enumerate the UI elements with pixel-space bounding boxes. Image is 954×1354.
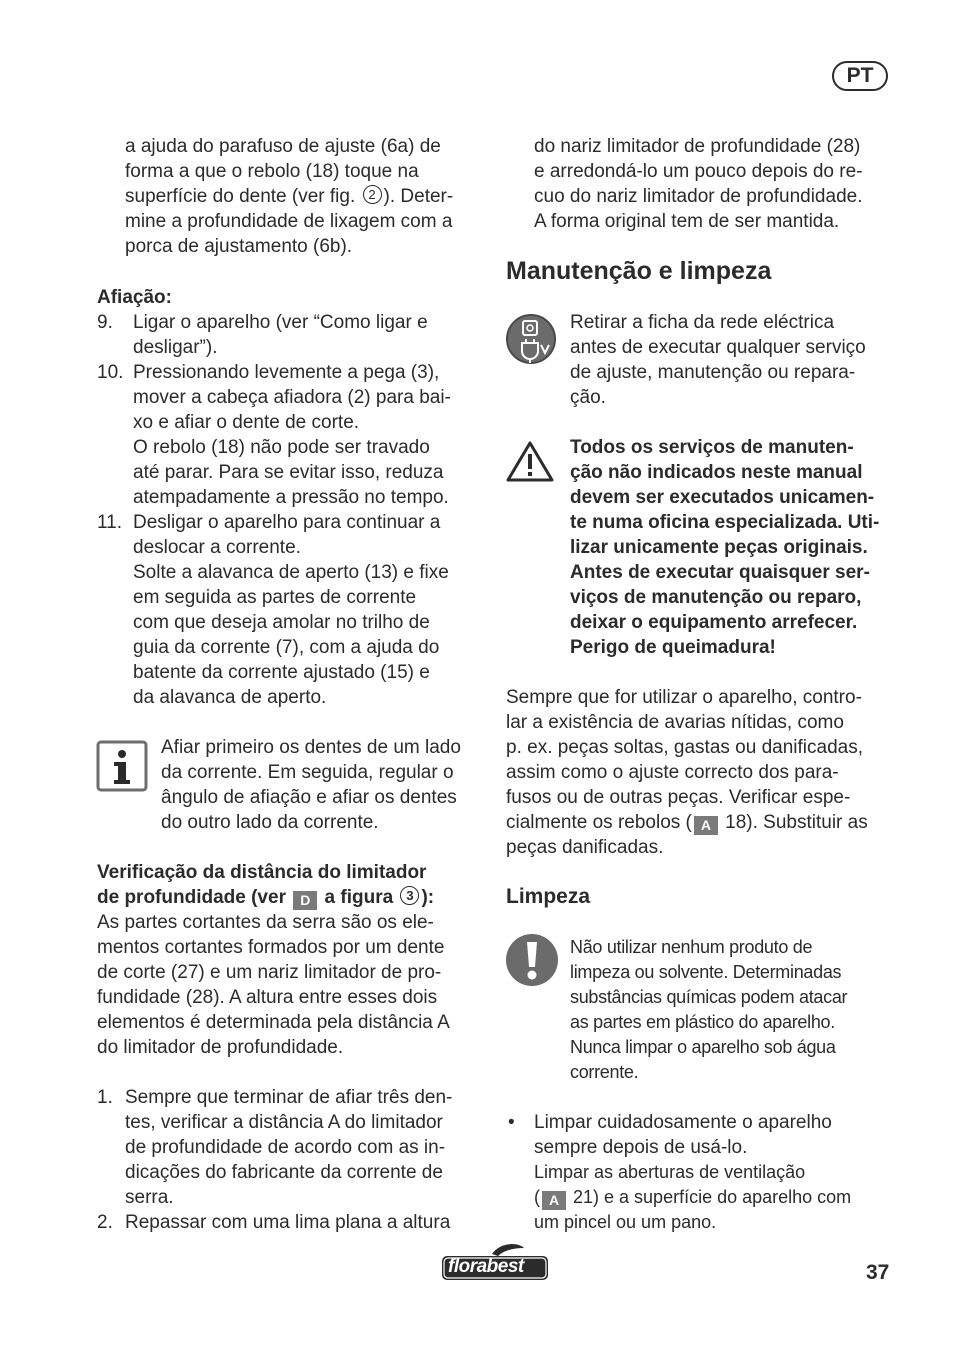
unplug-note <box>570 310 910 410</box>
intro-text <box>125 134 485 259</box>
text-line: a ajuda do parafuso de ajuste (6a) de <box>125 136 441 157</box>
text-part: 21) e a superfície do aparelho com <box>568 1187 852 1207</box>
brand-name: florabest <box>448 1256 524 1277</box>
text-line: Sempre que for utilizar o aparelho, contro- <box>506 687 862 708</box>
text-line: deslocar a corrente. <box>133 537 301 558</box>
inspection-text <box>506 685 906 860</box>
verif-step-1 <box>97 1085 489 1210</box>
text-line: Perigo de queimadura! <box>570 637 776 658</box>
text-line: em seguida as partes de corrente <box>133 587 417 608</box>
text-line: fundidade (28). A altura entre esses dois <box>97 987 438 1008</box>
info-icon <box>96 740 148 792</box>
text-line: sempre depois de usá-lo. <box>534 1137 748 1158</box>
afiacao-steps <box>97 310 487 710</box>
text-line: batente da corrente ajustado (15) e <box>133 662 430 683</box>
step-number: 9. <box>97 312 113 333</box>
text-line: viços de manutenção ou reparo, <box>570 587 862 608</box>
text-line: de profundidade de acordo com as in- <box>125 1137 446 1158</box>
figure-a-box: A <box>694 816 718 835</box>
text-line: lizar unicamente peças originais. <box>570 537 868 558</box>
cleaning-note <box>570 935 910 1085</box>
text-line: fusos ou de outras peças. Verificar espe- <box>506 787 851 808</box>
step-9 <box>97 310 487 360</box>
exclamation-icon <box>505 933 559 987</box>
text-line: lar a existência de avarias nítidas, como <box>506 712 844 733</box>
text-part: superfície do dente (ver fig. <box>125 186 361 207</box>
text-line: porca de ajustamento (6b). <box>125 236 353 257</box>
step-number: 10. <box>97 362 124 383</box>
text-part: 18). Substituir as <box>719 812 868 833</box>
text-line: limpeza ou solvente. Determinadas <box>570 962 842 982</box>
figure-ref-3: 3 <box>400 886 419 905</box>
text-line: ângulo de afiação e afiar os dentes <box>161 787 457 808</box>
text-line: antes de executar qualquer serviço <box>570 337 866 358</box>
text-line: mine a profundidade de lixagem com a <box>125 211 453 232</box>
text-line: Pressionando levemente a pega (3), <box>133 362 440 383</box>
text-line: mentos cortantes formados por um dente <box>97 937 445 958</box>
bullet-item <box>506 1110 906 1235</box>
text-line: Solte a alavanca de aperto (13) e fixe <box>133 562 449 583</box>
text-line: assim como o ajuste correcto dos para- <box>506 762 839 783</box>
cleaning-heading: Limpeza <box>506 885 591 908</box>
text-line: guia da corrente (7), com a ajuda do <box>133 637 440 658</box>
text-part: a figura <box>319 887 399 908</box>
info-note <box>161 735 491 835</box>
text-line: Limpar as aberturas de ventilação <box>534 1162 806 1182</box>
text-line: Todos os serviços de manuten- <box>570 437 854 458</box>
text-line: Nunca limpar o aparelho sob água <box>570 1037 836 1057</box>
text-line: Retirar a ficha da rede eléctrica <box>570 312 835 333</box>
text-line: serra. <box>125 1187 174 1208</box>
warning-note <box>570 435 910 660</box>
figure-ref-2: 2 <box>363 185 382 204</box>
text-line: Sempre que terminar de afiar três den- <box>125 1087 453 1108</box>
text-line: as partes em plástico do aparelho. <box>570 1012 835 1032</box>
text-line: e arredondá-lo um pouco depois do re- <box>534 161 863 182</box>
warning-icon <box>506 440 554 482</box>
step-10 <box>97 360 487 510</box>
text-part: de profundidade (ver <box>97 887 292 908</box>
text-line: mover a cabeça afiadora (2) para bai- <box>133 387 451 408</box>
text-line: elementos é determinada pela distância A <box>97 1012 450 1033</box>
text-line: até parar. Para se evitar isso, reduza <box>133 462 444 483</box>
step-number: 1. <box>97 1087 113 1108</box>
cleaning-bullet <box>506 1110 906 1235</box>
text-line: ção não indicados neste manual <box>570 462 863 483</box>
text-line: corrente. <box>570 1062 639 1082</box>
figure-a-box: A <box>542 1191 566 1210</box>
text-line: Ligar o aparelho (ver “Como ligar e <box>133 312 428 333</box>
text-line: Repassar com uma lima plana a altura <box>125 1212 451 1233</box>
language-badge: PT <box>832 61 888 91</box>
text-line: dicações do fabricante da corrente de <box>125 1162 443 1183</box>
text-line: de ajuste, manutenção ou repara- <box>570 362 856 383</box>
text-line: Limpar cuidadosamente o aparelho <box>534 1112 832 1133</box>
text-line: atempadamente a pressão no tempo. <box>133 487 449 508</box>
verif-step-2 <box>97 1210 489 1235</box>
text-part: cialmente os rebolos ( <box>506 812 692 833</box>
bullet-mark: • <box>508 1112 515 1133</box>
text-line: de corte (27) e um nariz limitador de pro- <box>97 962 442 983</box>
step-11 <box>97 510 487 710</box>
right-continuation <box>534 134 914 234</box>
unplug-icon <box>505 313 557 365</box>
text-line: Desligar o aparelho para continuar a <box>133 512 441 533</box>
text-line: substâncias químicas podem atacar <box>570 987 848 1007</box>
text-line: desligar”). <box>133 337 218 358</box>
verification-steps <box>97 1085 489 1235</box>
text-line: um pincel ou um pano. <box>534 1212 717 1232</box>
page-number: 37 <box>866 1261 890 1284</box>
text-line: A forma original tem de ser mantida. <box>534 211 840 232</box>
maintenance-heading: Manutenção e limpeza <box>506 257 772 285</box>
text-part: ( <box>534 1187 540 1207</box>
text-line: do limitador de profundidade. <box>97 1037 344 1058</box>
text-line: da corrente. Em seguida, regular o <box>161 762 454 783</box>
text-line: As partes cortantes da serra são os ele- <box>97 912 434 933</box>
text-line: forma a que o rebolo (18) toque na <box>125 161 419 182</box>
text-line: xo e afiar o dente de corte. <box>133 412 360 433</box>
verification-heading-line2 <box>97 885 489 910</box>
text-line: deixar o equipamento arrefecer. <box>570 612 858 633</box>
step-number: 11. <box>97 512 123 533</box>
text-line: ção. <box>570 387 606 408</box>
verification-heading: Verificação da distância do limitador <box>97 862 427 883</box>
text-line: devem ser executados unicamen- <box>570 487 875 508</box>
text-line: peças danificadas. <box>506 837 664 858</box>
text-line: da alavanca de aperto. <box>133 687 327 708</box>
text-line: Afiar primeiro os dentes de um lado <box>161 737 461 758</box>
text-part: ): <box>421 887 435 908</box>
text-line: do nariz limitador de profundidade (28) <box>534 136 861 157</box>
text-line: te numa oficina especializada. Uti- <box>570 512 880 533</box>
text-line: p. ex. peças soltas, gastas ou danificadas, <box>506 737 863 758</box>
step-number: 2. <box>97 1212 113 1233</box>
figure-d-box: D <box>293 891 317 910</box>
text-line: do outro lado da corrente. <box>161 812 379 833</box>
text-line <box>534 1185 906 1210</box>
text-line: com que deseja amolar no trilho de <box>133 612 430 633</box>
text-line <box>125 184 485 209</box>
text-line: cuo do nariz limitador de profundidade. <box>534 186 863 207</box>
text-line: tes, verificar a distância A do limitador <box>125 1112 443 1133</box>
florabest-logo <box>440 1244 550 1282</box>
text-line: Antes de executar quaisquer ser- <box>570 562 870 583</box>
text-line <box>506 810 906 835</box>
text-line: Não utilizar nenhum produto de <box>570 937 813 957</box>
afiacao-heading: Afiação: <box>97 287 172 308</box>
verification-section <box>97 860 489 1060</box>
text-part: ). Deter- <box>383 186 454 207</box>
text-line: O rebolo (18) não pode ser travado <box>133 437 430 458</box>
